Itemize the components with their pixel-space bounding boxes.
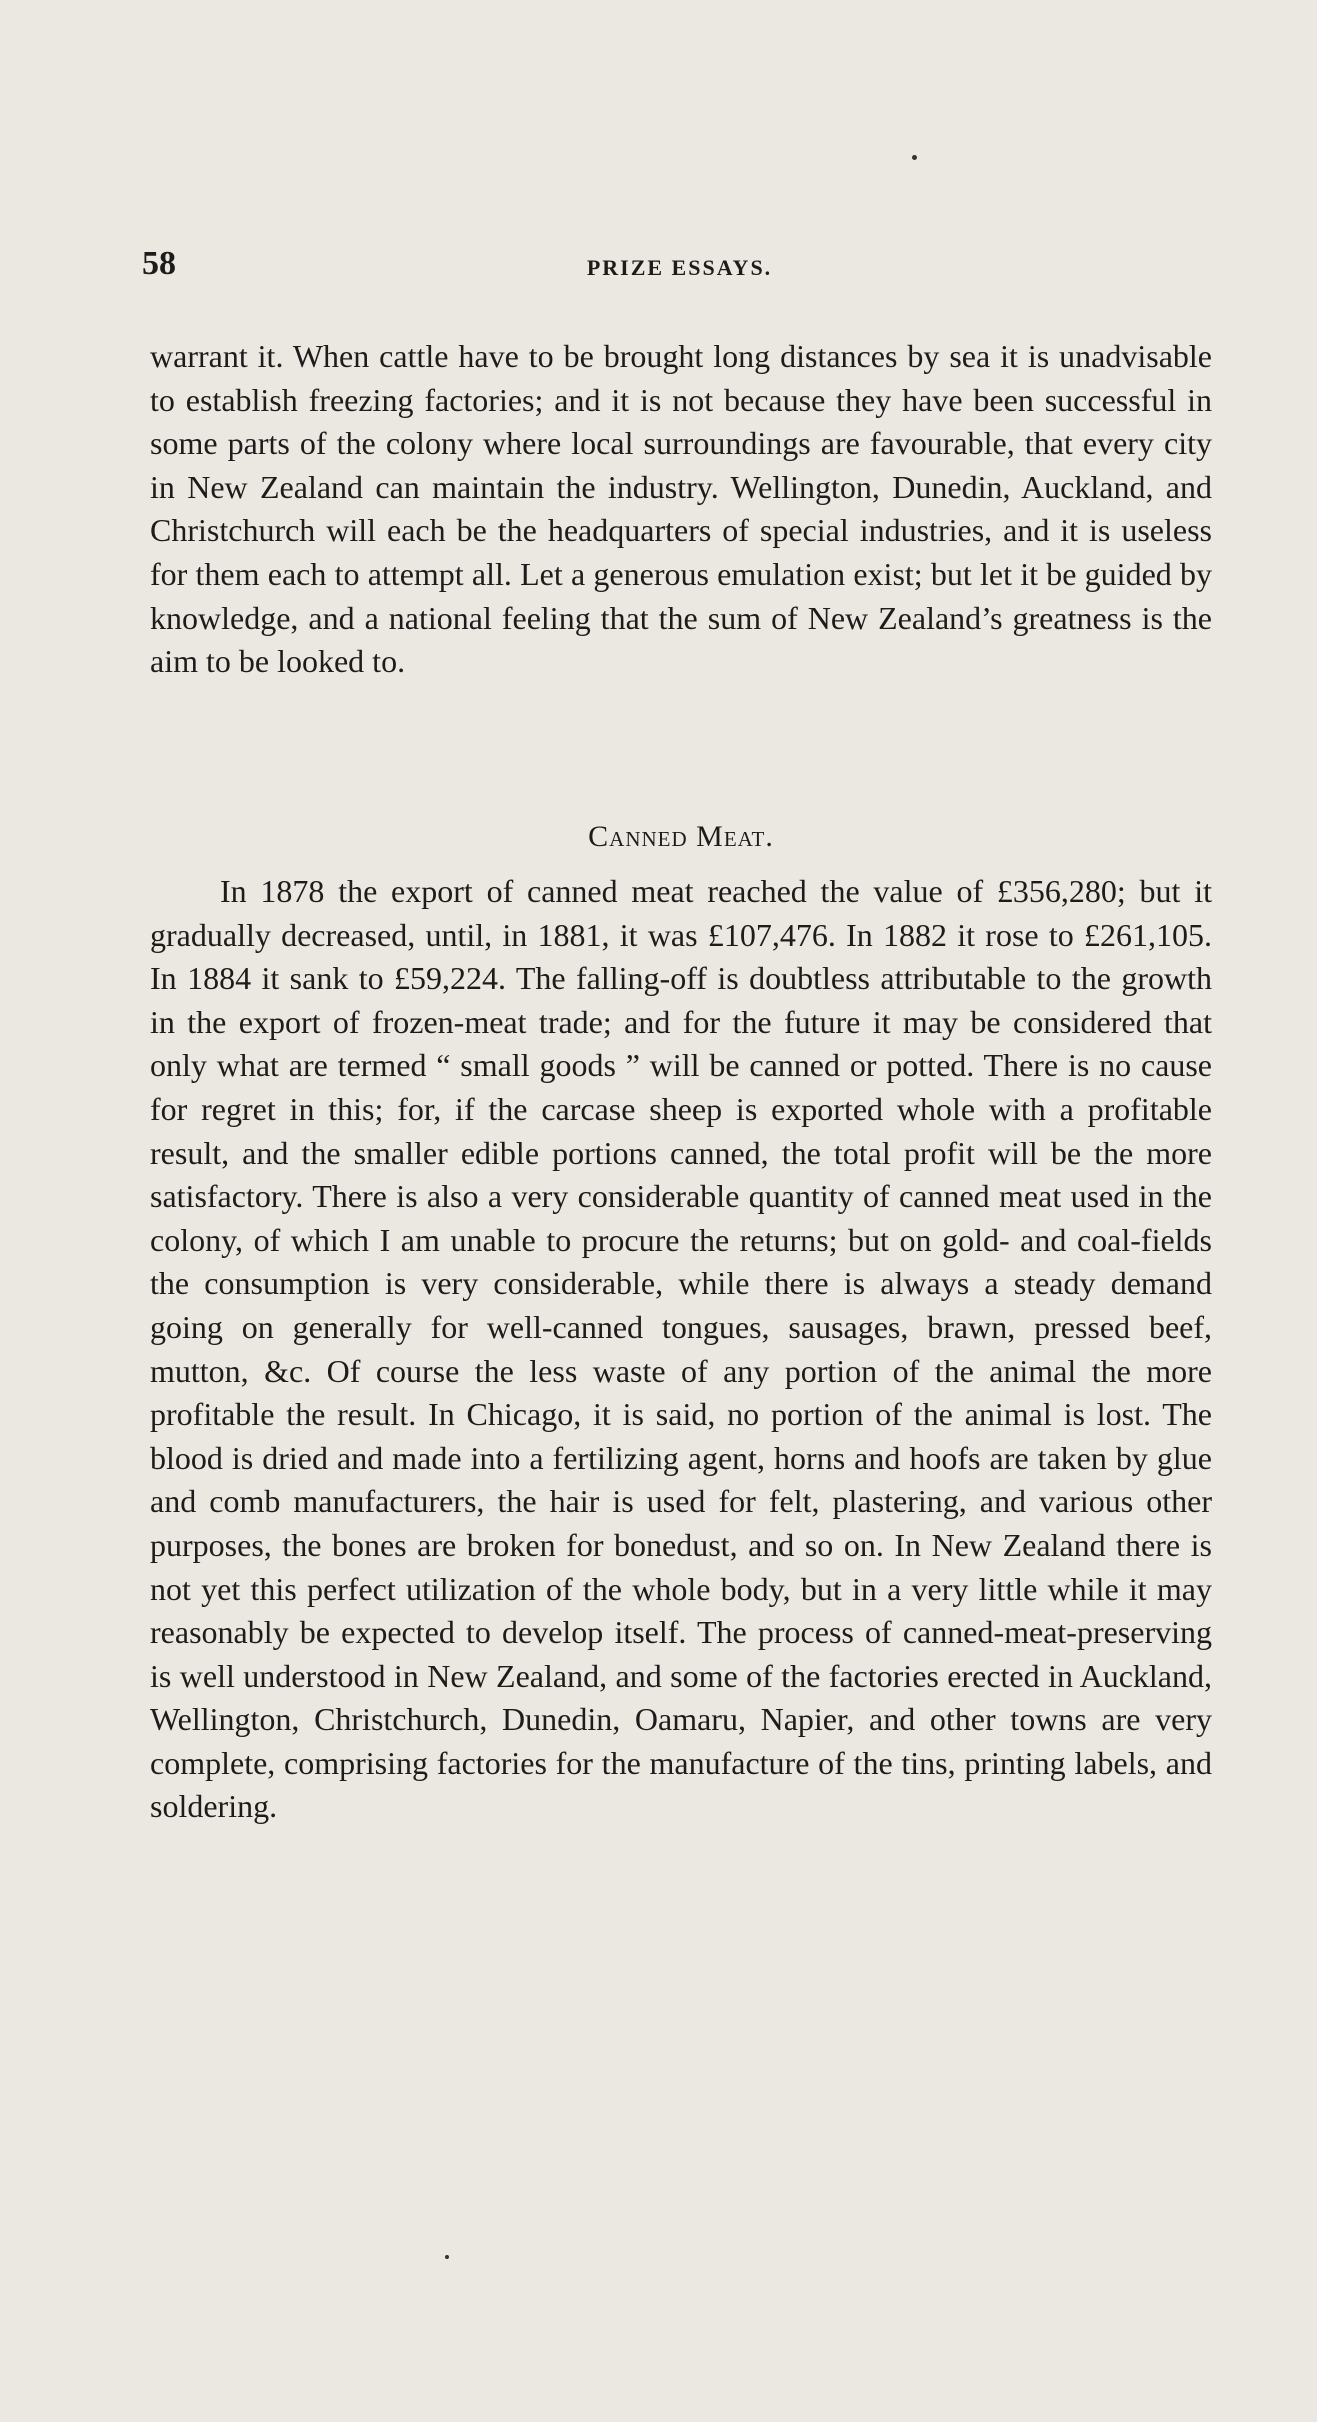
page-header <box>142 245 1217 295</box>
page-speck <box>445 2255 449 2259</box>
paragraph: warrant it. When cattle have to be brought long distances by sea it is unadvisable to establish freezing factories; and it is not because they have been successful in some parts of the colony where local surroundings are favourable, that every city in New Zealand can maintain the industry. Wellington, Dunedin, Auckland, and Christchurch will each be the headquarters of special industries, and it is useless for them each to attempt all. Let a generous emulation exist; but let it be guided by knowledge, and a national feeling that the sum of New Zealand’s greatness is the aim to be looked to. <box>150 338 1212 680</box>
paragraph: In 1878 the export of canned meat reached the value of £356,280; but it gradually decreased, until, in 1881, it was £107,476. In 1882 it rose to £261,105. In 1884 it sank to £59,224. The falling-off is doubtless attributable to the growth in the export of frozen-meat trade; and for the future it may be considered that only what are termed “ small goods ” will be canned or potted. There is no cause for regret in this; for, if the carcase sheep is exported whole with a profitable result, and the smaller edible portions canned, the total profit will be the more satisfactory. There is also a very considerable quantity of canned meat used in the colony, of which I am unable to procure the returns; but on gold- and coal-fields the consumption is very considerable, while there is always a steady demand going on generally for well-canned tongues, sausages, brawn, pressed beef, mutton, &c. Of course the less waste of any portion of the animal the more profitable the result. In Chicago, it is said, no portion of the animal is lost. The blood is dried and made into a fertilizing agent, horns and hoofs are taken by glue and comb manufacturers, the hair is used for felt, plastering, and various other purposes, the bones are broken for bonedust, and so on. In New Zealand there is not yet this perfect utilization of the whole body, but in a very little while it may reasonably be expected to develop itself. The process of canned-meat-preserving is well understood in New Zealand, and some of the factories erected in Auckland, Wellington, Christchurch, Dunedin, Oamaru, Napier, and other towns are very complete, comprising factories for the manufacture of the tins, printing labels, and soldering. <box>150 873 1212 1825</box>
running-title: PRIZE ESSAYS. <box>586 255 773 280</box>
section-body-block <box>150 870 1212 1829</box>
intro-paragraph-block <box>150 335 1212 684</box>
page-speck <box>912 155 917 160</box>
section-heading: Canned Meat. <box>588 820 774 853</box>
page-number: 58 <box>142 245 176 282</box>
